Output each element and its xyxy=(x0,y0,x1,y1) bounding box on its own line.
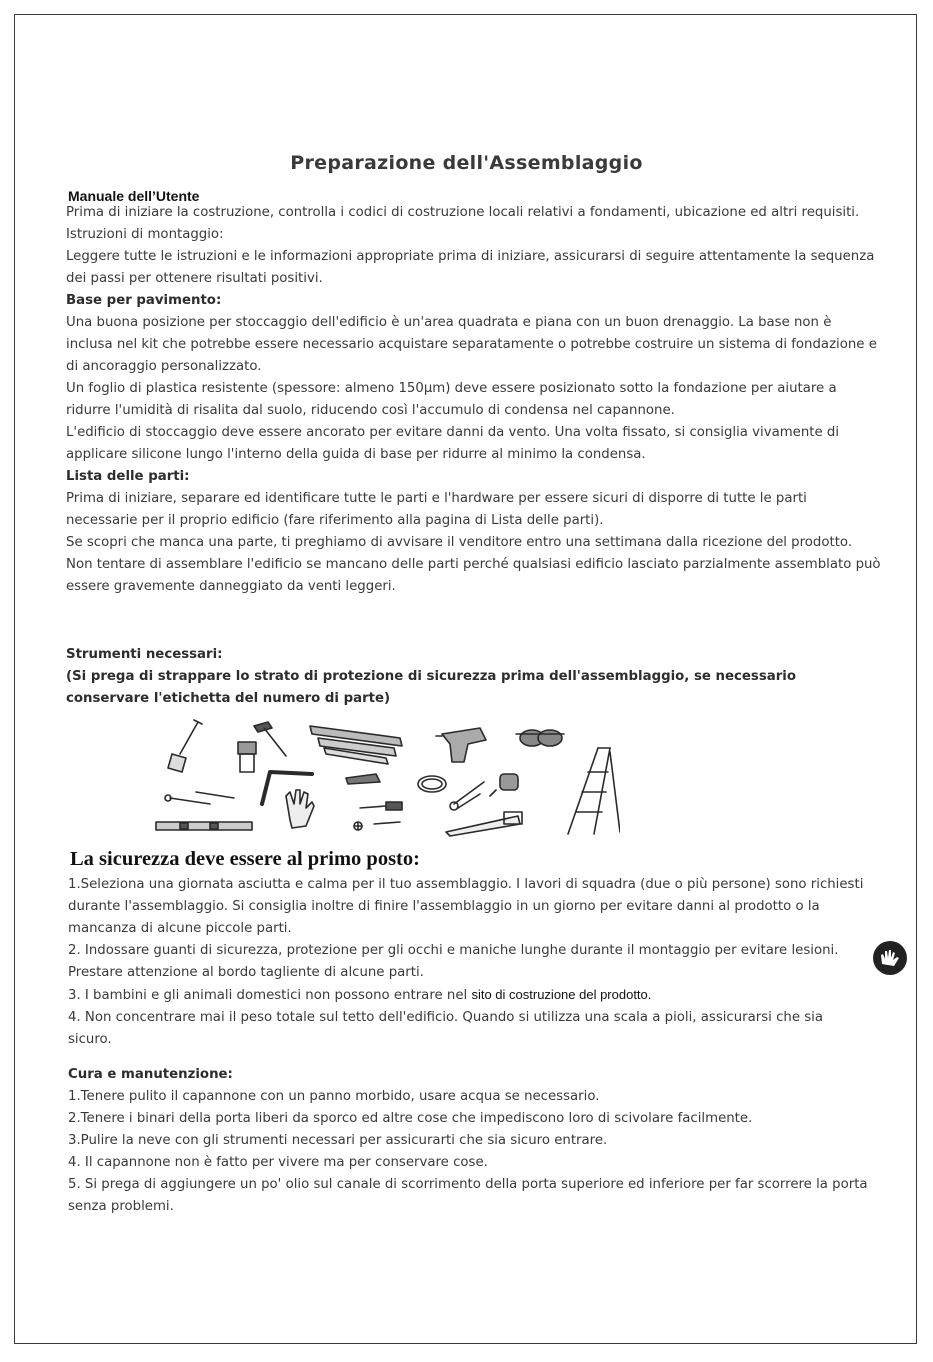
tools-note: (Si prega di strappare lo strato di protezione di sicurezza prima dell'assemblaggio, se necessario conservare l'etichetta del numero di parte) xyxy=(66,669,796,706)
staple-gun-icon xyxy=(238,742,256,772)
parts-heading: Lista delle parti: xyxy=(66,469,190,484)
parts-paragraph: Prima di iniziare, separare ed identificare tutte le parti e l'hardware per essere sicuri di disporre di tutte le parti necessarie per il proprio edificio (fare riferimento alla pagina di Lista delle parti). xyxy=(66,491,807,528)
care-item: 5. Si prega di aggiungere un po' olio sul canale di scorrimento della porta superiore ed inferiore per far scorrere la porta senza problemi. xyxy=(68,1177,868,1214)
level-icon xyxy=(156,822,252,830)
base-paragraph: Una buona posizione per stoccaggio dell'edificio è un'area quadrata e piana con un buon drenaggio. La base non è inclusa nel kit che potrebbe essere necessario acquistare separatamente o potrebbe costruire un sistema di fondazione e di ancoraggio personalizzato. xyxy=(66,315,877,374)
tape-measure-icon xyxy=(490,774,518,796)
care-item: 2.Tenere i binari della porta liberi da sporco ed altre cose che impediscono loro di scivolare facilmente. xyxy=(68,1111,753,1126)
care-item: 3.Pulire la neve con gli strumenti necessari per assicurarti che sia sicuro entrare. xyxy=(68,1133,608,1148)
glove-icon xyxy=(286,790,314,828)
safety-heading: La sicurezza deve essere al primo posto: xyxy=(70,848,420,870)
care-heading: Cura e manutenzione: xyxy=(68,1067,233,1082)
wire-coil-icon xyxy=(418,776,446,792)
safety-item: 4. Non concentrare mai il peso totale sul tetto dell'edificio. Quando si utilizza una scala a pioli, assicurarsi che sia sicuro. xyxy=(68,1010,824,1047)
intro-paragraph: Prima di iniziare la costruzione, controlla i codici di costruzione locali relativi a fondamenti, ubicazione ed altri requisiti. xyxy=(66,205,860,220)
saw-icon xyxy=(446,812,522,836)
care-section xyxy=(68,1064,868,1218)
tools-heading: Strumenti necessari: xyxy=(66,647,223,662)
manual-label: Manuale dell’Utente xyxy=(68,188,200,204)
base-heading: Base per pavimento: xyxy=(66,293,222,308)
safety-item-text: sito di costruzione del prodotto. xyxy=(471,987,652,1002)
page-title: Preparazione dell'Assemblaggio xyxy=(290,152,643,174)
ladder-icon xyxy=(568,748,620,834)
pliers-icon xyxy=(450,782,484,810)
intro-paragraph: Leggere tutte le istruzioni e le informazioni appropriate prima di iniziare, assicurarsi di seguire attentamente la sequenza dei passi per ottenere risultati positivi. xyxy=(66,249,875,286)
wrench-icon xyxy=(165,792,234,804)
screwdriver-icon xyxy=(354,802,402,830)
safety-section xyxy=(68,874,868,1051)
care-item: 4. Il capannone non è fatto per vivere ma per conservare cose. xyxy=(68,1155,488,1170)
parts-paragraph: Se scopri che manca una parte, ti preghiamo di avvisare il venditore entro una settimana dalla ricezione del prodotto. Non tentare di assemblare l'edificio se mancano delle parti perché qualsiasi edificio lasciato parzialmente assemblato può essere gravemente danneggiato da venti leggeri. xyxy=(66,535,881,594)
safety-item: 1.Seleziona una giornata asciutta e calma per il tuo assemblaggio. I lavori di squadra (due o più persone) sono richiesti durante l'assemblaggio. Si consiglia inoltre di finire l'assemblaggio in un giorno per evitare danni al prodotto o la mancanza di alcune piccole parti. xyxy=(68,877,864,936)
shovel-icon xyxy=(168,720,202,772)
intro-subheading: Istruzioni di montaggio: xyxy=(66,227,224,242)
lumber-icon xyxy=(310,726,402,764)
tools-section xyxy=(66,644,881,710)
safety-item-text: 3. I bambini e gli animali domestici non possono entrare nel xyxy=(68,988,468,1003)
glove-warning-icon xyxy=(872,940,908,976)
goggles-icon xyxy=(516,730,564,746)
safety-item xyxy=(68,984,868,1007)
hammer-icon xyxy=(254,722,286,756)
drill-icon xyxy=(436,728,486,762)
base-paragraph: L'edificio di stoccaggio deve essere ancorato per evitare danni da vento. Una volta fissato, si consiglia vivamente di applicare silicone lungo l'interno della guida di base per ridurre al minimo la condensa. xyxy=(66,425,840,462)
tools-illustration xyxy=(150,712,620,840)
intro-section xyxy=(66,202,881,598)
base-paragraph: Un foglio di plastica resistente (spessore: almeno 150μm) deve essere posizionato sotto la fondazione per aiutare a ridurre l'umidità di risalita dal suolo, riducendo così l'accumulo di condensa nel capannone. xyxy=(66,381,837,418)
safety-item: 2. Indossare guanti di sicurezza, protezione per gli occhi e maniche lunghe durante il montaggio per evitare lesioni. Prestare attenzione al bordo tagliente di alcune parti. xyxy=(68,943,839,980)
utility-knife-icon xyxy=(346,774,380,784)
care-item: 1.Tenere pulito il capannone con un panno morbido, usare acqua se necessario. xyxy=(68,1089,600,1104)
